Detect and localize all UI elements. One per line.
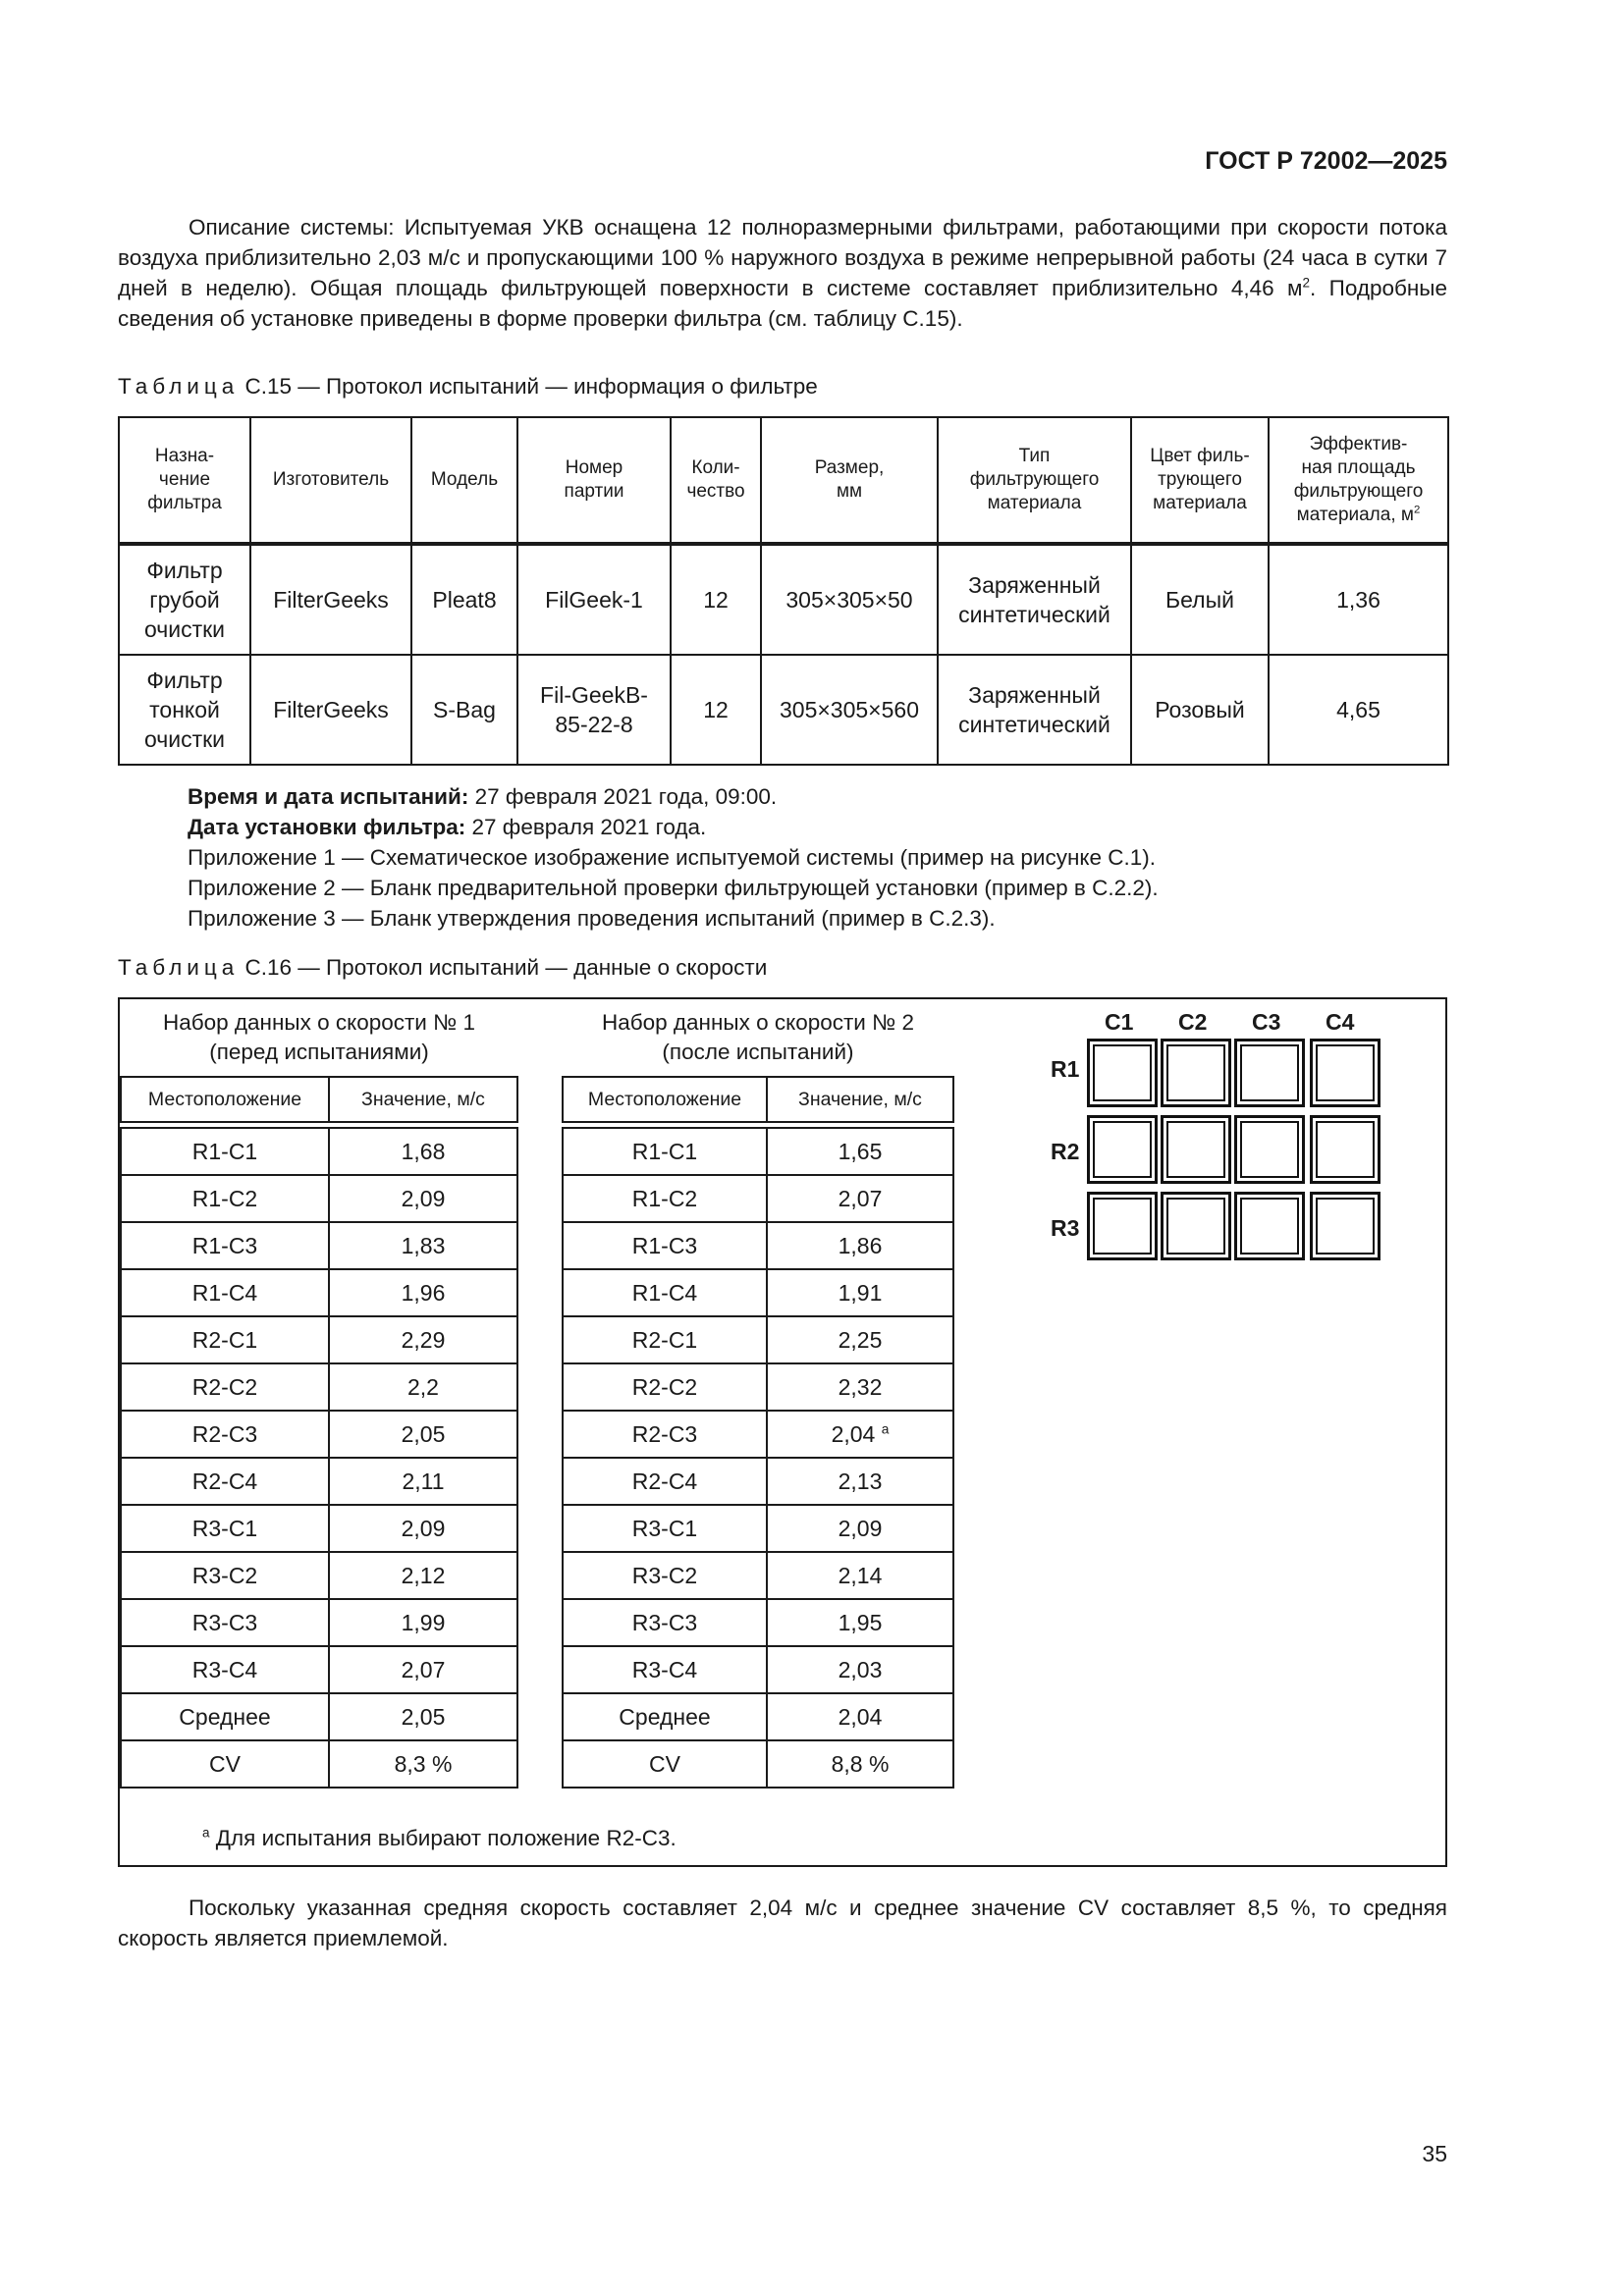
table15-cell: S-Bag (411, 655, 517, 765)
footnote-marker: а (881, 1420, 890, 1436)
set1-location-cell: R2-C2 (121, 1363, 329, 1411)
set2-value-header: Значение, м/с (767, 1077, 953, 1122)
grid-cell (1087, 1192, 1158, 1260)
grid-cell (1087, 1115, 1158, 1184)
filter-info-table (118, 416, 1449, 766)
table15-cell: 4,65 (1269, 655, 1448, 765)
set1-value-cell: 1,83 (329, 1222, 517, 1269)
set2-location-cell: R1-C3 (563, 1222, 767, 1269)
set1-row (121, 1269, 517, 1316)
set1-location-cell: R2-C1 (121, 1316, 329, 1363)
table15-header-cell: Эффектив- ная площадь фильтрующего материала, $м^2$ (1269, 417, 1448, 544)
set1-location-cell: R2-C4 (121, 1458, 329, 1505)
set1-row (121, 1222, 517, 1269)
set2-row (563, 1411, 953, 1458)
set2-row (563, 1646, 953, 1693)
set2-value-cell: 2,14 (767, 1552, 953, 1599)
table15-cell: Fil-GeekB- 85-22-8 (517, 655, 671, 765)
set2-row (563, 1363, 953, 1411)
set2-location-cell: R1-C1 (563, 1128, 767, 1175)
set2-location-cell: R3-C4 (563, 1646, 767, 1693)
table16-footnote: $^а$ Для испытания выбирают положение R2-C3. (202, 1825, 677, 1850)
grid-cell (1087, 1039, 1158, 1107)
set1-row (121, 1552, 517, 1599)
set2-row (563, 1693, 953, 1740)
velocity-set-2-table (562, 999, 954, 1789)
conclusion-text: Поскольку указанная средняя скорость составляет 2,04 м/с и среднее значение CV составляет 8,5 %, то средняя скорость является приемлемой. (118, 1896, 1447, 1950)
grid-column-label: C3 (1252, 1009, 1281, 1035)
set1-location-cell: CV (121, 1740, 329, 1788)
set2-value-cell: 2,07 (767, 1175, 953, 1222)
set2-location-header: Местоположение (563, 1077, 767, 1122)
set1-value-cell: 2,05 (329, 1693, 517, 1740)
set2-location-cell: R1-C4 (563, 1269, 767, 1316)
set2-value-cell: 8,8 % (767, 1740, 953, 1788)
set1-row (121, 1128, 517, 1175)
set1-row (121, 1363, 517, 1411)
table15-cell: Заряженный синтетический (938, 544, 1131, 655)
set2-location-cell: R3-C3 (563, 1599, 767, 1646)
set1-location-cell: R3-C4 (121, 1646, 329, 1693)
set2-value-cell: 2,04 (767, 1693, 953, 1740)
set2-location-cell: R3-C2 (563, 1552, 767, 1599)
table15-header-cell: Размер, мм (761, 417, 938, 544)
grid-cell (1310, 1115, 1380, 1184)
set1-location-cell: R1-C4 (121, 1269, 329, 1316)
page-header: ГОСТ Р 72002—2025 (1205, 147, 1447, 175)
table15-header-cell: Цвет филь- трующего материала (1131, 417, 1269, 544)
set1-row (121, 1740, 517, 1788)
set1-value-cell: 2,05 (329, 1411, 517, 1458)
set2-location-cell: R2-C3 (563, 1411, 767, 1458)
set1-row (121, 1505, 517, 1552)
table15-row (119, 544, 1448, 655)
set2-location-cell: R2-C2 (563, 1363, 767, 1411)
grid-row-label: R1 (1051, 1056, 1080, 1082)
set1-location-cell: R1-C1 (121, 1128, 329, 1175)
set1-title: Набор данных о скорости № 1 (перед испытаниями) (121, 999, 517, 1077)
system-description: Описание системы: Испытуемая УКВ оснащена 12 полноразмерными фильтрами, работающими при скорости потока воздуха приблизительно 2,03 м/с и пропускающими 100 % наружного воздуха в режиме непрерывной работы (24 часа в сутки 7 дней в неделю). Общая площадь фильтрующей поверхности в системе составляет приблизительно 4,46 $м^2$. Подробные сведения об установке приведены в форме проверки фильтра (см. таблицу С.15). (118, 215, 1447, 331)
table15-cell: Фильтр грубой очистки (119, 544, 250, 655)
set2-row (563, 1740, 953, 1788)
grid-column-label: C1 (1105, 1009, 1134, 1035)
set1-location-cell: R1-C2 (121, 1175, 329, 1222)
set1-row (121, 1599, 517, 1646)
set1-value-cell: 2,09 (329, 1505, 517, 1552)
table15-header-cell: Изготовитель (250, 417, 411, 544)
set2-value-cell: 1,95 (767, 1599, 953, 1646)
set1-value-cell: 2,29 (329, 1316, 517, 1363)
grid-cell (1310, 1039, 1380, 1107)
set2-location-cell: R2-C4 (563, 1458, 767, 1505)
set2-location-cell: R3-C1 (563, 1505, 767, 1552)
set1-location-cell: R2-C3 (121, 1411, 329, 1458)
table15-cell: FilGeek-1 (517, 544, 671, 655)
set2-value-cell: 1,86 (767, 1222, 953, 1269)
table15-header-cell: Модель (411, 417, 517, 544)
set2-location-cell: Среднее (563, 1693, 767, 1740)
table15-row (119, 655, 1448, 765)
set1-value-cell: 1,99 (329, 1599, 517, 1646)
set2-row (563, 1458, 953, 1505)
grid-row-label: R2 (1051, 1139, 1080, 1164)
grid-column-label: C2 (1178, 1009, 1208, 1035)
grid-cell (1234, 1115, 1305, 1184)
set1-row (121, 1693, 517, 1740)
velocity-set-1-table (120, 999, 518, 1789)
set1-row (121, 1646, 517, 1693)
table15-header-cell: Назна- чение фильтра (119, 417, 250, 544)
set2-row (563, 1222, 953, 1269)
table15-cell: Белый (1131, 544, 1269, 655)
table15-header-cell: Коли- чество (671, 417, 761, 544)
set1-row (121, 1175, 517, 1222)
table15-cell: FilterGeeks (250, 655, 411, 765)
table15-header-cell: Номер партии (517, 417, 671, 544)
table15-cell: 305×305×50 (761, 544, 938, 655)
set2-value-cell: 2,25 (767, 1316, 953, 1363)
set1-value-cell: 2,09 (329, 1175, 517, 1222)
grid-column-label: C4 (1326, 1009, 1355, 1035)
set2-value-cell: 2,03 (767, 1646, 953, 1693)
set2-row (563, 1175, 953, 1222)
set1-value-header: Значение, м/с (329, 1077, 517, 1122)
page-number: 35 (1422, 2141, 1447, 2166)
set2-value-cell: 2,09 (767, 1505, 953, 1552)
set1-value-cell: 1,96 (329, 1269, 517, 1316)
set2-row (563, 1316, 953, 1363)
set2-location-cell: R2-C1 (563, 1316, 767, 1363)
test-meta: Время и дата испытаний: 27 февраля 2021 года, 09:00. Дата установки фильтра: 27 февраля 2021 года. Приложение 1 — Схематическое изображение испытуемой системы (пример на рисунке С.1). Приложение 2 — Бланк предварительной проверки фильтрующей установки (пример в С.2.2). Приложение 3 — Бланк утверждения проведения испытаний (пример в С.2.3). (188, 784, 1159, 931)
table15-cell: 1,36 (1269, 544, 1448, 655)
set2-row (563, 1269, 953, 1316)
grid-cell (1161, 1192, 1231, 1260)
grid-row-label: R3 (1051, 1215, 1080, 1241)
set2-value-cell: 2,13 (767, 1458, 953, 1505)
table15-cell: 12 (671, 544, 761, 655)
set2-value-cell: 1,91 (767, 1269, 953, 1316)
set1-value-cell: 2,12 (329, 1552, 517, 1599)
set2-title: Набор данных о скорости № 2 (после испытаний) (563, 999, 953, 1077)
grid-cell (1234, 1192, 1305, 1260)
set2-value-cell: 1,65 (767, 1128, 953, 1175)
set1-value-cell: 8,3 % (329, 1740, 517, 1788)
grid-cell (1161, 1115, 1231, 1184)
table15-cell: 12 (671, 655, 761, 765)
set2-location-cell: R1-C2 (563, 1175, 767, 1222)
set1-row (121, 1411, 517, 1458)
set2-value-cell: 2,04 $^а$ (767, 1411, 953, 1458)
set1-location-cell: R3-C1 (121, 1505, 329, 1552)
set2-location-cell: CV (563, 1740, 767, 1788)
set1-value-cell: 2,11 (329, 1458, 517, 1505)
grid-cell (1234, 1039, 1305, 1107)
table15-cell: Розовый (1131, 655, 1269, 765)
set1-value-cell: 2,2 (329, 1363, 517, 1411)
table15-header-cell: Тип фильтрующего материала (938, 417, 1131, 544)
table15-cell: Заряженный синтетический (938, 655, 1131, 765)
table15-caption: Таблица С.15 — Протокол испытаний — информация о фильтре (118, 374, 818, 399)
set2-row (563, 1128, 953, 1175)
grid-cell (1161, 1039, 1231, 1107)
set2-row (563, 1599, 953, 1646)
table15-cell: FilterGeeks (250, 544, 411, 655)
set1-location-cell: R3-C2 (121, 1552, 329, 1599)
set1-location-cell: Среднее (121, 1693, 329, 1740)
set1-row (121, 1458, 517, 1505)
table15-cell: 305×305×560 (761, 655, 938, 765)
set1-location-cell: R3-C3 (121, 1599, 329, 1646)
grid-cell (1310, 1192, 1380, 1260)
table15-cell: Фильтр тонкой очистки (119, 655, 250, 765)
set1-value-cell: 2,07 (329, 1646, 517, 1693)
set1-location-header: Местоположение (121, 1077, 329, 1122)
set1-row (121, 1316, 517, 1363)
set2-row (563, 1552, 953, 1599)
set1-value-cell: 1,68 (329, 1128, 517, 1175)
set2-value-cell: 2,32 (767, 1363, 953, 1411)
velocity-data-frame (118, 997, 1447, 1867)
table16-caption: Таблица С.16 — Протокол испытаний — данные о скорости (118, 955, 768, 980)
set1-location-cell: R1-C3 (121, 1222, 329, 1269)
set2-row (563, 1505, 953, 1552)
table15-cell: Pleat8 (411, 544, 517, 655)
